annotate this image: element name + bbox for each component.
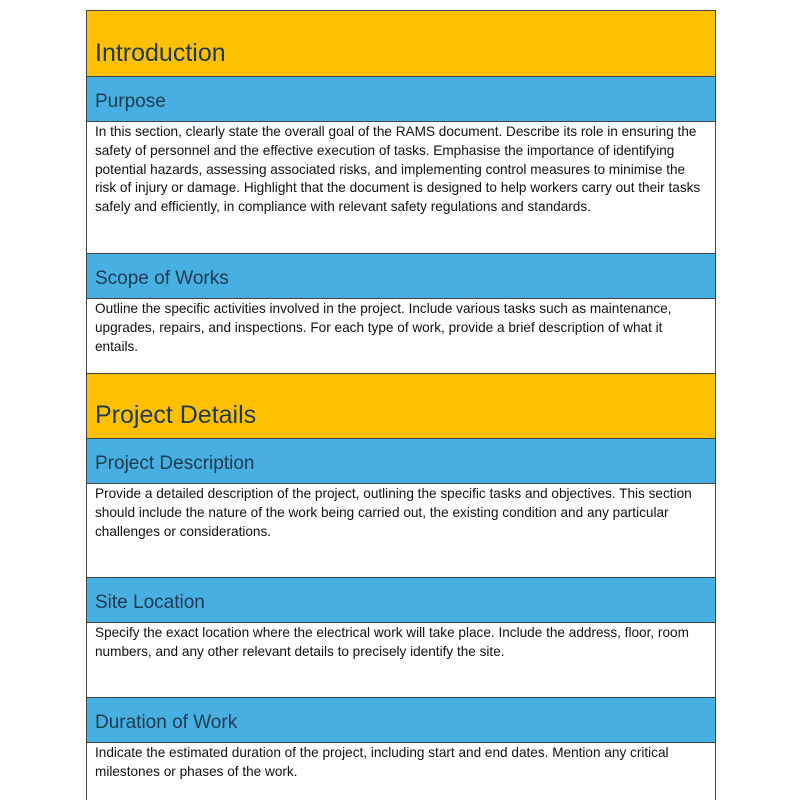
section-title: Project Details bbox=[95, 401, 257, 429]
subsection-title: Duration of Work bbox=[95, 712, 238, 733]
subsection-header-site-location bbox=[87, 578, 715, 623]
subsection-body-scope-of-works bbox=[87, 299, 715, 374]
subsection-header-purpose bbox=[87, 77, 715, 122]
body-text: Outline the specific activities involved in the project. Include various tasks such as maintenance, upgrades, repairs, and inspections. For each type of work, provide a brief description of what it entails. bbox=[95, 301, 672, 354]
section-header-project-details bbox=[87, 374, 715, 439]
subsection-body-project-description bbox=[87, 484, 715, 578]
body-text: Indicate the estimated duration of the project, including start and end dates. Mention any critical milestones or phases of the work. bbox=[95, 745, 669, 779]
subsection-header-duration-of-work bbox=[87, 698, 715, 743]
body-text: Provide a detailed description of the project, outlining the specific tasks and objectives. This section should include the nature of the work being carried out, the existing condition and any particular challenges or considerations. bbox=[95, 486, 692, 539]
subsection-header-scope-of-works bbox=[87, 254, 715, 299]
subsection-title: Site Location bbox=[95, 592, 205, 613]
section-title: Introduction bbox=[95, 39, 226, 67]
subsection-title: Project Description bbox=[95, 453, 255, 474]
subsection-title: Purpose bbox=[95, 91, 166, 112]
subsection-title: Scope of Works bbox=[95, 268, 229, 289]
subsection-body-site-location bbox=[87, 623, 715, 698]
body-text: In this section, clearly state the overall goal of the RAMS document. Describe its role in ensuring the safety of personnel and the effective execution of tasks. Emphasise the importance of identifying potential hazards, assessing associated risks, and implementing control measures to minimise the risk of injury or damage. Highlight that the document is designed to help workers carry out their tasks safely and efficiently, in compliance with relevant safety regulations and standards. bbox=[95, 124, 701, 215]
document-page bbox=[86, 10, 716, 800]
subsection-header-project-description bbox=[87, 439, 715, 484]
body-text: Specify the exact location where the electrical work will take place. Include the address, floor, room numbers, and any other relevant details to precisely identify the site. bbox=[95, 625, 689, 659]
subsection-body-purpose bbox=[87, 122, 715, 254]
subsection-body-duration-of-work bbox=[87, 743, 715, 801]
section-header-introduction bbox=[87, 11, 715, 77]
